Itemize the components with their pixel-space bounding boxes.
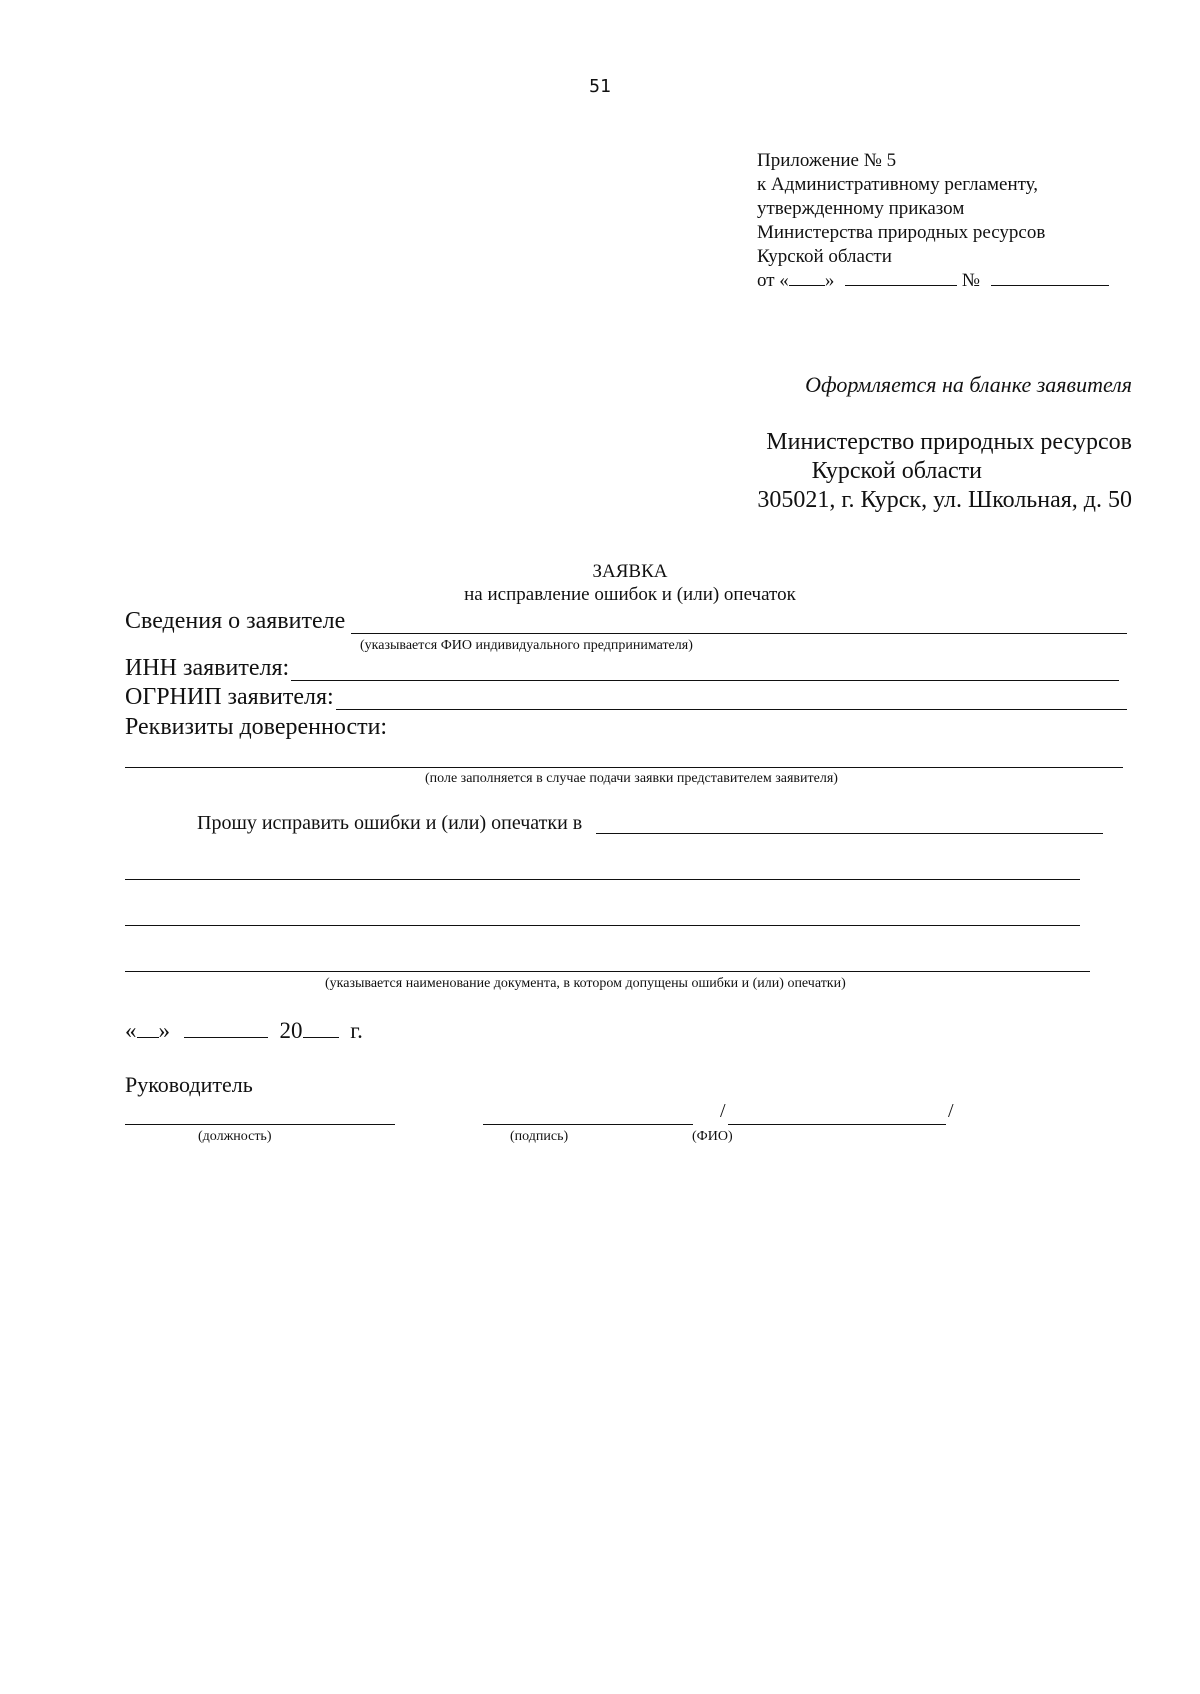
- appendix-date-line: [757, 269, 1109, 293]
- date-open-quote: «: [125, 1018, 137, 1043]
- signature-hint: (подпись): [510, 1129, 569, 1144]
- ogrnip-field-line[interactable]: [336, 709, 1127, 710]
- date-month-blank[interactable]: [184, 1019, 268, 1038]
- addressee-line: Министерство природных ресурсов: [766, 429, 1132, 455]
- date-close-quote: »: [158, 1018, 170, 1043]
- addressee-block: [757, 428, 1132, 515]
- name-field-line[interactable]: [728, 1124, 946, 1125]
- month-blank[interactable]: [845, 269, 957, 286]
- appendix-line: утвержденному приказом: [757, 198, 965, 219]
- addressee-line: Курской области: [811, 458, 982, 484]
- appendix-line: Министерства природных ресурсов: [757, 222, 1046, 243]
- power-of-attorney-label: Реквизиты доверенности:: [125, 714, 388, 740]
- name-hint: (ФИО): [692, 1129, 733, 1144]
- inn-field-line[interactable]: [291, 680, 1119, 681]
- appendix-line: к Административному регламенту,: [757, 174, 1039, 195]
- day-blank[interactable]: [789, 269, 825, 286]
- order-number-blank[interactable]: [991, 269, 1109, 286]
- position-hint: (должность): [198, 1129, 272, 1144]
- ogrnip-label: ОГРНИП заявителя:: [125, 684, 334, 710]
- appendix-line: Курской области: [757, 246, 892, 267]
- addressee-address: 305021, г. Курск, ул. Школьная, д. 50: [757, 487, 1132, 513]
- appendix-date-quote: »: [824, 270, 835, 291]
- signature-field-line[interactable]: [483, 1124, 693, 1125]
- applicant-field-line[interactable]: [351, 633, 1127, 634]
- power-of-attorney-hint: (поле заполняется в случае подачи заявки представителем заявителя): [425, 771, 838, 786]
- number-sign: №: [961, 270, 980, 291]
- date-day-blank[interactable]: [137, 1019, 159, 1038]
- page-number: 51: [589, 76, 611, 97]
- date-year-suffix: г.: [350, 1018, 363, 1043]
- appendix-block: [757, 149, 1109, 293]
- request-field-line[interactable]: [596, 833, 1103, 834]
- request-text: Прошу исправить ошибки и (или) опечатки в: [197, 812, 583, 834]
- request-field-line-4[interactable]: [125, 971, 1090, 972]
- applicant-hint: (указывается ФИО индивидуального предпринимателя): [360, 638, 693, 653]
- date-year-prefix: 20: [279, 1018, 303, 1043]
- appendix-date-prefix: от «: [757, 270, 789, 291]
- name-slash-left: /: [720, 1100, 726, 1122]
- inn-label: ИНН заявителя:: [125, 655, 290, 681]
- blank-form-note: Оформляется на бланке заявителя: [805, 372, 1132, 397]
- power-of-attorney-field-line[interactable]: [125, 767, 1123, 768]
- name-slash-right: /: [948, 1100, 954, 1122]
- appendix-line: Приложение № 5: [757, 150, 897, 171]
- head-label: Руководитель: [125, 1072, 253, 1097]
- request-field-line-2[interactable]: [125, 879, 1080, 880]
- request-hint: (указывается наименование документа, в котором допущены ошибки и (или) опечатки): [325, 976, 846, 991]
- document-subtitle: на исправление ошибок и (или) опечаток: [464, 584, 796, 605]
- applicant-label: Сведения о заявителе: [125, 608, 346, 634]
- date-year-blank[interactable]: [303, 1019, 339, 1038]
- request-field-line-3[interactable]: [125, 925, 1080, 926]
- position-field-line[interactable]: [125, 1124, 395, 1125]
- document-title: ЗАЯВКА: [592, 561, 668, 582]
- date-line: [125, 1018, 363, 1044]
